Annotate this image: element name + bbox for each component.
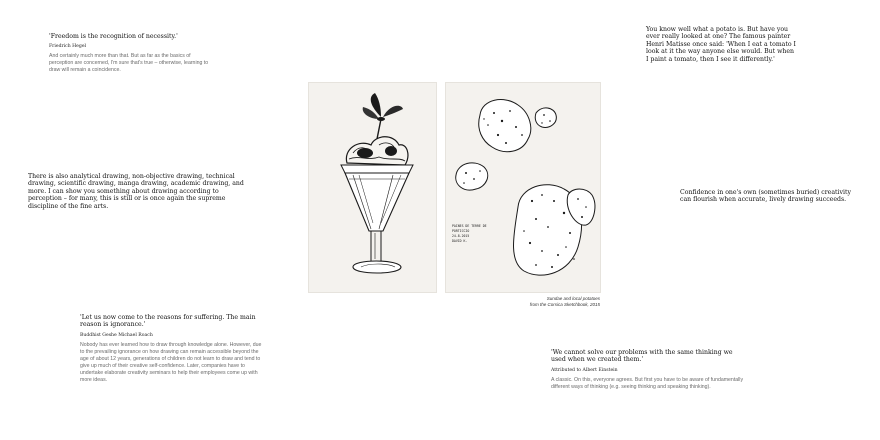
confidence-paragraph: Confidence in one's own (sometimes buried) creativity can flourish when accurate, lively drawing succeeds. [680, 189, 851, 204]
caption-source: from the Corsica Sketchbook, 2015 [529, 301, 600, 307]
sundae-sketch-image [308, 82, 437, 293]
quote-commentary: A classic. On this, everyone agrees. But first you have to be aware of fundamentally different ways of thinking (e.g. seeing thinking and speaking thinking). [551, 376, 744, 390]
quote-commentary: And certainly much more than that. But as far as the basics of perception are concerned, I'm sure that's true – otherwise, learning to draw will remain a coincidence. [49, 53, 209, 74]
quote-text: 'Freedom is the recognition of necessity.' [49, 33, 178, 40]
sundae-drawing [309, 83, 436, 292]
potato-paragraph: You know well what a potato is. But have you ever really looked at one? The famous painter Henri Matisse once said: 'When I eat a tomato I look at it the way anyone else would. But when I paint a tomato, then I see it differently.' [646, 26, 796, 63]
quote-block-roach [80, 314, 266, 384]
svg-text:PAINES DE TERRE DE: PAINES DE TERRE DE [452, 224, 487, 228]
svg-text:PORTICCIO: PORTICCIO [452, 229, 470, 233]
quote-attribution: Attributed to Albert Einstein [551, 367, 618, 373]
caption-title: Sundae and local potatoes [546, 296, 600, 301]
potatoes-sketch-image [445, 82, 601, 293]
quote-text: 'Let us now come to the reasons for suffering. The main reason is ignorance.' [80, 314, 256, 329]
quote-block-hegel [49, 33, 209, 74]
figure-caption [500, 296, 600, 308]
potatoes-drawing [446, 83, 600, 292]
quote-block-einstein [551, 349, 747, 391]
svg-text:24-8-2015: 24-8-2015 [452, 234, 470, 238]
drawing-types-paragraph: There is also analytical drawing, non-objective drawing, technical drawing, scientific drawing, manga drawing, academic drawing, and more. I can show you something about drawing according to perception – for many, this is still or is once again the supreme discipline of the fine arts. [28, 173, 244, 210]
quote-attribution: Buddhist Geshe Michael Roach [80, 332, 153, 338]
quote-commentary: Nobody has ever learned how to draw through knowledge alone. However, due to the prevailing ignorance on how drawing can remain accessible beyond the age of about 12 years, generations of children do not learn to draw and tend to give up much of their creative self-confidence. Later, companies have to undertake elaborate creativity seminars to help their employees come up with more ideas. [80, 341, 262, 383]
quote-text: 'We cannot solve our problems with the same thinking we used when we created them.' [551, 349, 733, 364]
svg-text:DAVID K.: DAVID K. [452, 239, 468, 243]
quote-attribution: Friedrich Hegel [49, 44, 87, 50]
